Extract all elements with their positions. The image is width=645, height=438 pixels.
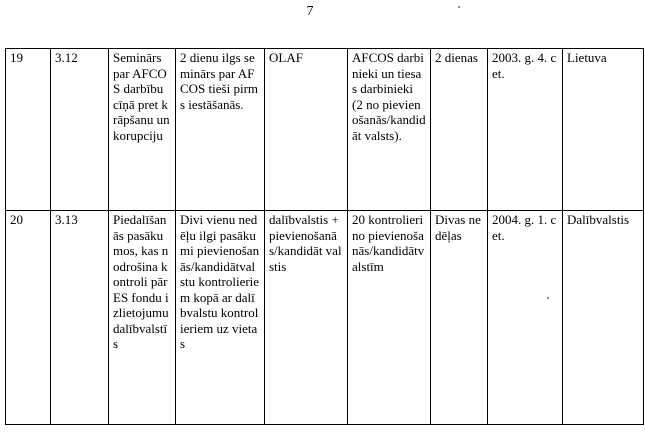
location-cell: Dalībvalstis (563, 211, 644, 425)
description-cell: Divi vienu nedēļu ilgi pasākumi pievienošanās/kandidātvalstu kontrolieriem kopā ar dalībvalstu kontrolieriem uz vietas (176, 211, 265, 425)
duration-cell: 2 dienas (431, 49, 488, 211)
row-number-cell: 19 (6, 49, 51, 211)
activity-name-cell: Piedalīšanās pasākumos, kas nodrošina kontroli pār ES fondu izlietojumu dalībvalstīs (109, 211, 176, 425)
target-group-cell: 20 kontrolieri no pievienošanās/kandidātvalstīm (348, 211, 431, 425)
date-cell: 2003. g. 4. cet. (488, 49, 563, 211)
scan-speck (547, 297, 549, 299)
target-group-cell: AFCOS darbinieki un tiesas darbinieki (2 no pievienošanās/kandidāt valsts). (348, 49, 431, 211)
participant-cell: OLAF (265, 49, 348, 211)
description-cell: 2 dienu ilgs seminārs par AFCOS tieši pirms iestāšanās. (176, 49, 265, 211)
scan-speck (458, 6, 460, 8)
table-row (6, 49, 644, 211)
table-row (6, 211, 644, 425)
activity-code-cell: 3.13 (51, 211, 109, 425)
duration-cell: Divas nedēļas (431, 211, 488, 425)
activity-code-cell: 3.12 (51, 49, 109, 211)
page-number: 7 (306, 4, 314, 19)
activity-name-cell: Seminārs par AFCOS darbību cīņā pret krāpšanu un korupciju (109, 49, 176, 211)
activities-table (5, 48, 644, 425)
location-cell: Lietuva (563, 49, 644, 211)
participant-cell: dalībvalstis + pievienošanās/kandidāt valstis (265, 211, 348, 425)
date-cell: 2004. g. 1. cet. (488, 211, 563, 425)
row-number-cell: 20 (6, 211, 51, 425)
